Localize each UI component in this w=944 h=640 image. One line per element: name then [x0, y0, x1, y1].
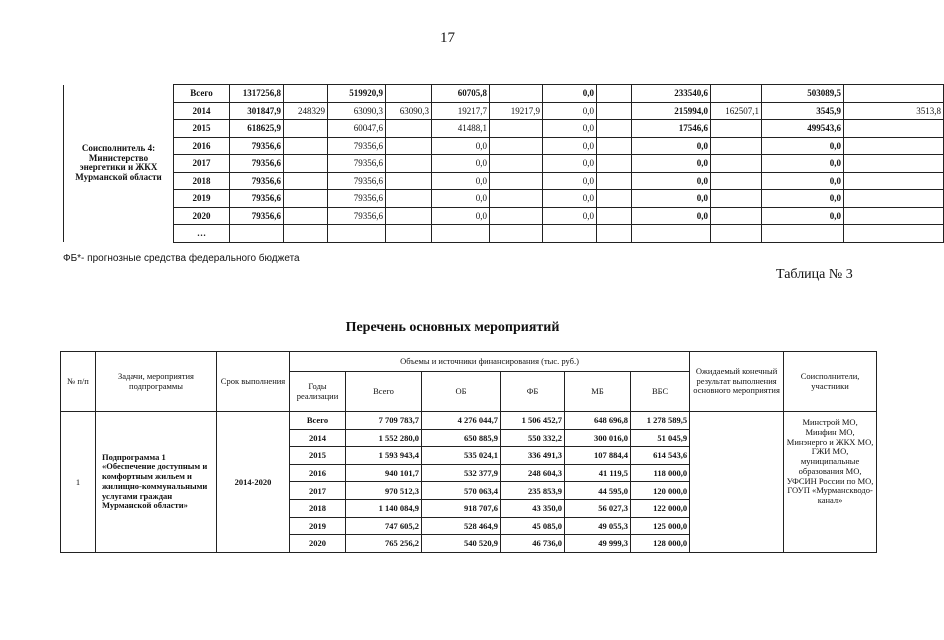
value-cell — [844, 207, 944, 225]
year-cell: 2020 — [290, 535, 346, 553]
year-cell: 2015 — [174, 120, 230, 138]
total-cell: 747 605,2 — [346, 517, 422, 535]
value-cell: 79356,6 — [328, 190, 386, 208]
mb-cell: 648 696,8 — [565, 412, 631, 430]
year-cell: 2014 — [290, 429, 346, 447]
year-cell: 2014 — [174, 102, 230, 120]
year-cell: Всего — [174, 85, 230, 103]
value-cell — [597, 207, 632, 225]
value-cell — [844, 85, 944, 103]
mb-cell: 107 884,4 — [565, 447, 631, 465]
mb-cell: 300 016,0 — [565, 429, 631, 447]
table-row — [64, 85, 944, 103]
value-cell: 0,0 — [543, 155, 597, 173]
value-cell — [762, 225, 844, 243]
ob-cell: 540 520,9 — [422, 535, 501, 553]
table-row — [64, 190, 944, 208]
value-cell — [490, 137, 543, 155]
value-cell: 79356,6 — [230, 155, 284, 173]
value-cell — [328, 225, 386, 243]
table-row — [61, 412, 877, 430]
value-cell — [711, 120, 762, 138]
value-cell: 0,0 — [762, 207, 844, 225]
value-cell — [490, 190, 543, 208]
fb-cell: 336 491,3 — [501, 447, 565, 465]
year-cell: 2016 — [290, 464, 346, 482]
value-cell — [386, 85, 432, 103]
value-cell — [844, 225, 944, 243]
footnote: ФБ*- прогнозные средства федерального бюджета — [63, 253, 300, 264]
ob-cell: 535 024,1 — [422, 447, 501, 465]
header-num: № п/п — [61, 352, 96, 412]
main-activities-table — [60, 351, 877, 553]
value-cell — [284, 155, 328, 173]
value-cell — [597, 155, 632, 173]
value-cell: 17546,6 — [632, 120, 711, 138]
value-cell: 0,0 — [543, 102, 597, 120]
ob-cell: 4 276 044,7 — [422, 412, 501, 430]
value-cell: 79356,6 — [328, 172, 386, 190]
header-co-executors: Соисполнители, участники — [784, 352, 877, 412]
value-cell — [711, 85, 762, 103]
value-cell — [284, 120, 328, 138]
value-cell: 19217,9 — [490, 102, 543, 120]
ob-cell: 528 464,9 — [422, 517, 501, 535]
value-cell — [386, 190, 432, 208]
fb-cell: 248 604,3 — [501, 464, 565, 482]
value-cell — [711, 190, 762, 208]
value-cell: 215994,0 — [632, 102, 711, 120]
vbs-cell: 125 000,0 — [631, 517, 690, 535]
value-cell — [844, 155, 944, 173]
value-cell — [386, 207, 432, 225]
page-number: 17 — [440, 30, 455, 46]
value-cell: 233540,6 — [632, 85, 711, 103]
value-cell: 79356,6 — [328, 137, 386, 155]
value-cell: 79356,6 — [230, 137, 284, 155]
value-cell: 0,0 — [432, 172, 490, 190]
term: 2014-2020 — [217, 412, 290, 553]
value-cell — [597, 120, 632, 138]
value-cell: 519920,9 — [328, 85, 386, 103]
value-cell: 79356,6 — [230, 207, 284, 225]
value-cell — [597, 225, 632, 243]
value-cell: 60705,8 — [432, 85, 490, 103]
header-vbs: ВБС — [631, 372, 690, 412]
value-cell — [597, 190, 632, 208]
value-cell — [597, 85, 632, 103]
year-cell: 2018 — [174, 172, 230, 190]
value-cell: 3545,9 — [762, 102, 844, 120]
value-cell — [844, 172, 944, 190]
header-funding: Объемы и источники финансирования (тыс. руб.) — [290, 352, 690, 372]
value-cell: 79356,6 — [328, 155, 386, 173]
expected-result — [690, 412, 784, 553]
value-cell: 503089,5 — [762, 85, 844, 103]
value-cell: 301847,9 — [230, 102, 284, 120]
value-cell — [711, 207, 762, 225]
value-cell: 0,0 — [543, 85, 597, 103]
value-cell: 63090,3 — [328, 102, 386, 120]
header-result: Ожидаемый конечный результат выполнения основного мероприятия — [690, 352, 784, 412]
total-cell: 1 593 943,4 — [346, 447, 422, 465]
value-cell — [490, 172, 543, 190]
value-cell: 0,0 — [543, 207, 597, 225]
year-cell: 2019 — [174, 190, 230, 208]
fb-cell: 235 853,9 — [501, 482, 565, 500]
ob-cell: 570 063,4 — [422, 482, 501, 500]
value-cell — [597, 172, 632, 190]
value-cell: 0,0 — [632, 137, 711, 155]
value-cell — [490, 155, 543, 173]
value-cell — [490, 225, 543, 243]
value-cell: 0,0 — [762, 172, 844, 190]
value-cell: 0,0 — [543, 137, 597, 155]
vbs-cell: 118 000,0 — [631, 464, 690, 482]
table-row — [64, 102, 944, 120]
mb-cell: 41 119,5 — [565, 464, 631, 482]
mb-cell: 49 055,3 — [565, 517, 631, 535]
value-cell — [844, 120, 944, 138]
value-cell — [597, 137, 632, 155]
value-cell: 60047,6 — [328, 120, 386, 138]
year-cell: 2016 — [174, 137, 230, 155]
value-cell: 0,0 — [543, 172, 597, 190]
value-cell — [632, 225, 711, 243]
total-cell: 765 256,2 — [346, 535, 422, 553]
header-fb: ФБ — [501, 372, 565, 412]
value-cell — [284, 207, 328, 225]
mb-cell: 56 027,3 — [565, 499, 631, 517]
value-cell: 0,0 — [543, 120, 597, 138]
ob-cell: 650 885,9 — [422, 429, 501, 447]
value-cell: 0,0 — [632, 207, 711, 225]
header-term: Срок выполнения — [217, 352, 290, 412]
total-cell: 7 709 783,7 — [346, 412, 422, 430]
fb-cell: 43 350,0 — [501, 499, 565, 517]
ob-cell: 532 377,9 — [422, 464, 501, 482]
value-cell — [844, 190, 944, 208]
vbs-cell: 1 278 589,5 — [631, 412, 690, 430]
value-cell — [543, 225, 597, 243]
year-cell: 2017 — [290, 482, 346, 500]
value-cell: 0,0 — [543, 190, 597, 208]
value-cell: 3513,8 — [844, 102, 944, 120]
value-cell — [284, 190, 328, 208]
value-cell: 79356,6 — [328, 207, 386, 225]
year-cell: Всего — [290, 412, 346, 430]
year-cell: 2018 — [290, 499, 346, 517]
total-cell: 1 552 280,0 — [346, 429, 422, 447]
value-cell — [386, 225, 432, 243]
value-cell — [230, 225, 284, 243]
value-cell: 618625,9 — [230, 120, 284, 138]
total-cell: 940 101,7 — [346, 464, 422, 482]
co-executor-funding-table — [63, 84, 944, 243]
vbs-cell: 122 000,0 — [631, 499, 690, 517]
year-cell: 2017 — [174, 155, 230, 173]
year-cell: 2015 — [290, 447, 346, 465]
value-cell: 63090,3 — [386, 102, 432, 120]
value-cell — [284, 137, 328, 155]
table-row — [64, 120, 944, 138]
table-row — [64, 207, 944, 225]
table-number: Таблица № 3 — [776, 267, 853, 282]
vbs-cell: 614 543,6 — [631, 447, 690, 465]
value-cell: 162507,1 — [711, 102, 762, 120]
ob-cell: 918 707,6 — [422, 499, 501, 517]
value-cell — [386, 155, 432, 173]
value-cell — [432, 225, 490, 243]
value-cell: 0,0 — [432, 155, 490, 173]
value-cell: 1317256,8 — [230, 85, 284, 103]
value-cell: 41488,1 — [432, 120, 490, 138]
subprogram-name: Подпрограмма 1 «Обеспечение доступным и комфортным жильем и жилищно-коммунальными услугами граждан Мурманской области» — [96, 412, 217, 553]
value-cell: 0,0 — [762, 137, 844, 155]
value-cell: 0,0 — [432, 207, 490, 225]
year-cell: 2020 — [174, 207, 230, 225]
value-cell — [386, 172, 432, 190]
row-number: 1 — [61, 412, 96, 553]
value-cell — [711, 137, 762, 155]
value-cell: 0,0 — [762, 155, 844, 173]
value-cell: 0,0 — [632, 190, 711, 208]
value-cell: 19217,7 — [432, 102, 490, 120]
table-row — [64, 155, 944, 173]
fb-cell: 1 506 452,7 — [501, 412, 565, 430]
header-ob: ОБ — [422, 372, 501, 412]
vbs-cell: 128 000,0 — [631, 535, 690, 553]
vbs-cell: 51 045,9 — [631, 429, 690, 447]
value-cell — [284, 225, 328, 243]
header-years: Годы реализации — [290, 372, 346, 412]
fb-cell: 45 085,0 — [501, 517, 565, 535]
value-cell — [711, 172, 762, 190]
vbs-cell: 120 000,0 — [631, 482, 690, 500]
co-executor-label: Соисполнитель 4: Министерство энергетики и ЖКХ Мурманской области — [64, 85, 174, 243]
fb-cell: 46 736,0 — [501, 535, 565, 553]
value-cell — [844, 137, 944, 155]
year-cell: 2019 — [290, 517, 346, 535]
table-row — [64, 137, 944, 155]
value-cell — [284, 172, 328, 190]
value-cell: 79356,6 — [230, 190, 284, 208]
header-tasks: Задачи, мероприятия подпрограммы — [96, 352, 217, 412]
value-cell: 0,0 — [762, 190, 844, 208]
value-cell — [490, 207, 543, 225]
value-cell — [711, 225, 762, 243]
value-cell: 0,0 — [432, 190, 490, 208]
value-cell: 0,0 — [432, 137, 490, 155]
total-cell: 970 512,3 — [346, 482, 422, 500]
fb-cell: 550 332,2 — [501, 429, 565, 447]
value-cell — [597, 102, 632, 120]
section-title: Перечень основных мероприятий — [345, 320, 560, 335]
value-cell: 0,0 — [632, 172, 711, 190]
value-cell — [386, 120, 432, 138]
value-cell — [490, 120, 543, 138]
header-total: Всего — [346, 372, 422, 412]
value-cell — [711, 155, 762, 173]
table-row — [64, 172, 944, 190]
value-cell: 499543,6 — [762, 120, 844, 138]
total-cell: 1 140 084,9 — [346, 499, 422, 517]
value-cell — [284, 85, 328, 103]
year-cell: … — [174, 225, 230, 243]
table-row — [64, 225, 944, 243]
value-cell: 0,0 — [632, 155, 711, 173]
value-cell: 248329 — [284, 102, 328, 120]
participants: Минстрой МО, Минфин МО, Минэнерго и ЖКХ МО, ГЖИ МО, муниципальные образования МО, УФСИН России по МО, ГОУП «Мурманскводо-канал» — [784, 412, 877, 553]
header-mb: МБ — [565, 372, 631, 412]
mb-cell: 49 999,3 — [565, 535, 631, 553]
value-cell: 79356,6 — [230, 172, 284, 190]
value-cell — [386, 137, 432, 155]
mb-cell: 44 595,0 — [565, 482, 631, 500]
value-cell — [490, 85, 543, 103]
